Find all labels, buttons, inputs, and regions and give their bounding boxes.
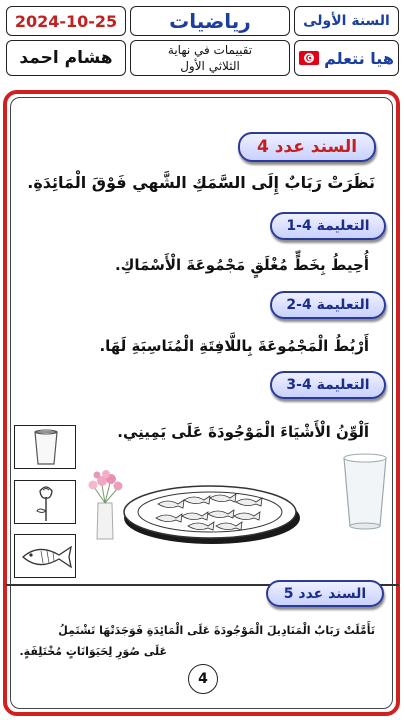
brand: هيا نتعلم	[324, 48, 394, 68]
date: 2024-10-25	[14, 11, 118, 31]
instruction-2-label: التعليمة 4-2	[286, 297, 370, 313]
sanad4-title: السند عدد 4	[256, 137, 358, 157]
brand-cell	[294, 40, 399, 76]
fish-plate-icon	[118, 478, 303, 548]
sanad5-title-pill	[266, 580, 384, 607]
evaluation-line2: الثلاثي الأول	[180, 59, 240, 73]
evaluation-cell	[130, 40, 290, 76]
subject-cell	[130, 6, 290, 36]
sanad4-title-pill	[238, 132, 376, 162]
page-number-circle	[188, 664, 218, 694]
label-box-fish	[14, 534, 76, 578]
label-box-glass	[14, 425, 76, 469]
instruction-3-label: التعليمة 4-3	[286, 377, 370, 393]
instruction-3-text: اَلْوِّنُ الْأَشْيَاءَ الْمَوْجُودَةَ عَلَى يَمِينِي.	[117, 423, 369, 441]
evaluation-line1: تقييمات في نهاية	[167, 43, 253, 57]
glass-icon	[15, 426, 77, 470]
sanad5-line2: عَلَى صُوَرِ لِحَيَوَانَاتٍ مُخْتَلِفَةٍ.	[19, 645, 167, 658]
instruction-1-text: أُحِيطُ بِخَطٍّ مُغْلَقٍ مَجْمُوعَةَ الْأَسْمَاكِ.	[114, 256, 369, 274]
glass-icon	[340, 452, 390, 532]
date-cell	[6, 6, 126, 36]
instruction-2-text: أَرْبُطُ الْمَجْمُوعَةَ بِاللَّافِتَةِ الْمُنَاسِبَةِ لَهَا.	[99, 337, 369, 355]
teacher-name: هشام احمد	[19, 48, 113, 68]
worksheet-header	[6, 6, 399, 78]
instruction-3-pill	[270, 371, 386, 399]
level: السنة الأولى	[303, 13, 390, 29]
teacher-cell	[6, 40, 126, 76]
flower-icon	[15, 481, 77, 525]
page-number: 4	[198, 671, 208, 687]
instruction-2-pill	[270, 291, 386, 319]
sanad5-line1: تَأَمَّلَتْ رَبَابٌ الْمَنَادِيلَ الْمَوْجُودَةَ عَلَى الْمَائِدَةِ فَوَجَدَتْهَا تَشْتَمِلُ	[58, 624, 375, 637]
instruction-1-pill	[270, 212, 386, 240]
tunisia-flag-icon	[299, 51, 319, 65]
subject: رياضيات	[169, 9, 251, 33]
sanad4-text: نَظَرَتْ رَبَابٌ إِلَى السَّمَكِ الشَّهي فَوْقَ الْمَائِدَةِ.	[27, 173, 375, 192]
instruction-1-label: التعليمة 4-1	[286, 218, 370, 234]
sanad5-title: السند عدد 5	[283, 585, 367, 602]
fish-icon	[15, 535, 77, 579]
label-box-flower	[14, 480, 76, 524]
level-cell	[294, 6, 399, 36]
